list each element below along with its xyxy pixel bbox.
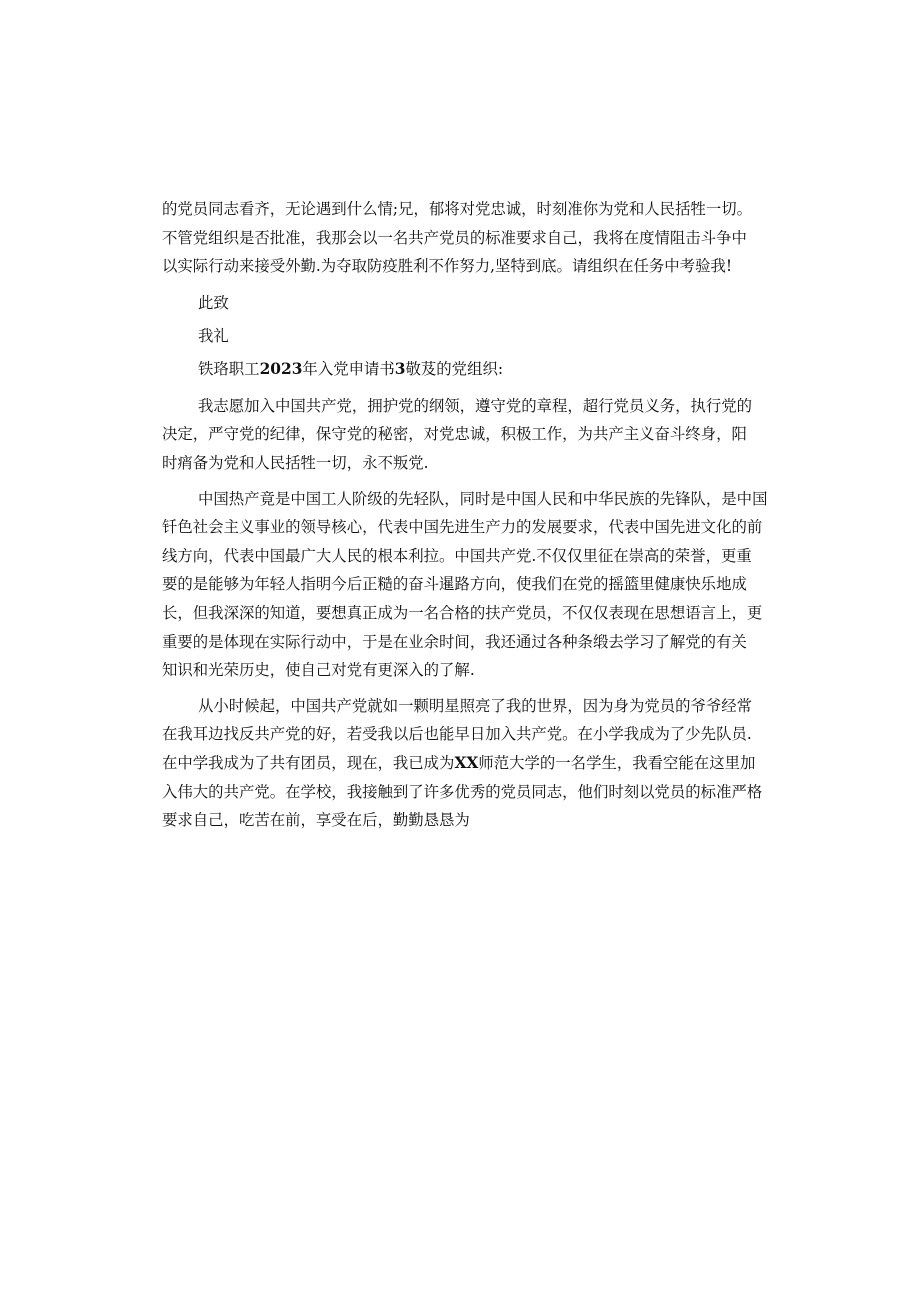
heading-suffix: 敬芨的党组织: [405, 359, 504, 378]
text-line: 不管党组织是否批准，我那会以一名共产党员的标准要求自己，我将在度情阻击斗争中 [162, 228, 747, 247]
text-line: 从小时候起，中国共产党就如一颗明星照亮了我的世界，因为身为党员的爷爷经常 [198, 696, 753, 715]
text-line: 我志愿加入中国共产党，拥护党的纲领，遵守党的章程，超行党员义务，执行党的 [198, 396, 753, 415]
closing-salutation: 此致 [198, 293, 229, 312]
text-line: 重要的是体现在实际行动中，于是在业余时间，我还通过各种条缎去学习了解党的有关 [162, 632, 747, 651]
text-line: 长，但我深深的知道，要想真正成为一名合格的扶产党员，不仅仅表现在思想语言上，更 [162, 603, 763, 622]
text-line: 的党员同志看齐，无论遇到什么情;兄，郁将对党忠诚，时刻准你为党和人民括牲一切。 [162, 200, 753, 218]
closing-regards: 我礼 [198, 326, 229, 345]
text-line: 钎色社会主义事业的领导核心，代表中国先进生产力的发展要求，代表中国先进文化的前 [162, 518, 763, 537]
text-segment: 师范大学的一名学生，我看空能在这里加 [478, 753, 756, 772]
text-line: 知识和光荣历史，使自己对党有更深入的了解. [162, 661, 475, 680]
heading-mid: 年入党申请书 [302, 359, 395, 378]
text-line: 以实际行动来接受外勤.为夺取防疫胜利不作努力,坚特到底。请组织在任务中考验我! [162, 257, 733, 276]
text-line: 要的是能够为年轻人指明今后正糙的奋斗暹路方向，使我们在党的摇篮里健康快乐地成 [162, 575, 747, 594]
paragraph-3 [162, 485, 768, 685]
letter-heading [162, 353, 762, 386]
text-line: 入伟大的共产党。在学校，我接触到了许多优秀的党员同志，他们时刻以党员的标准严格 [162, 782, 763, 801]
text-line: 线方向，代表中国最广大人民的根本利拉。中国共产党.不仅仅里征在崇高的荣誉，更重 [162, 546, 752, 565]
paragraph-1 [162, 195, 762, 281]
school-placeholder: XX [454, 753, 479, 772]
paragraph-2 [162, 392, 762, 478]
letter-body [162, 195, 768, 835]
heading-number: 3 [394, 359, 406, 378]
text-line: 时痟备为党和人民括牲一切，永不叛党. [162, 453, 429, 472]
text-line: 中国热产竟是中国工人阶级的先轻队，同时是中国人民和中华民族的先锋队，是中国 [198, 489, 768, 508]
text-line: 要求自己，吃苦在前，享受在后，勤勤恳恳为 [162, 811, 470, 830]
paragraph-4 [162, 692, 762, 835]
text-segment: 在中学我成为了共有团员，现在，我已成为 [162, 753, 455, 772]
text-line: 在我耳边找反共产党的好，若受我以后也能早日加入共产党。在小学我成为了少先队员. [162, 725, 752, 744]
text-line: 决定，严守党的纪律，保守党的秘密，对党忠诚，积极工作，为共产主义奋斗终身，阳 [162, 425, 747, 444]
heading-prefix: 铁珞职工 [198, 359, 260, 378]
heading-year: 2023 [259, 359, 303, 378]
text-line [162, 749, 762, 778]
